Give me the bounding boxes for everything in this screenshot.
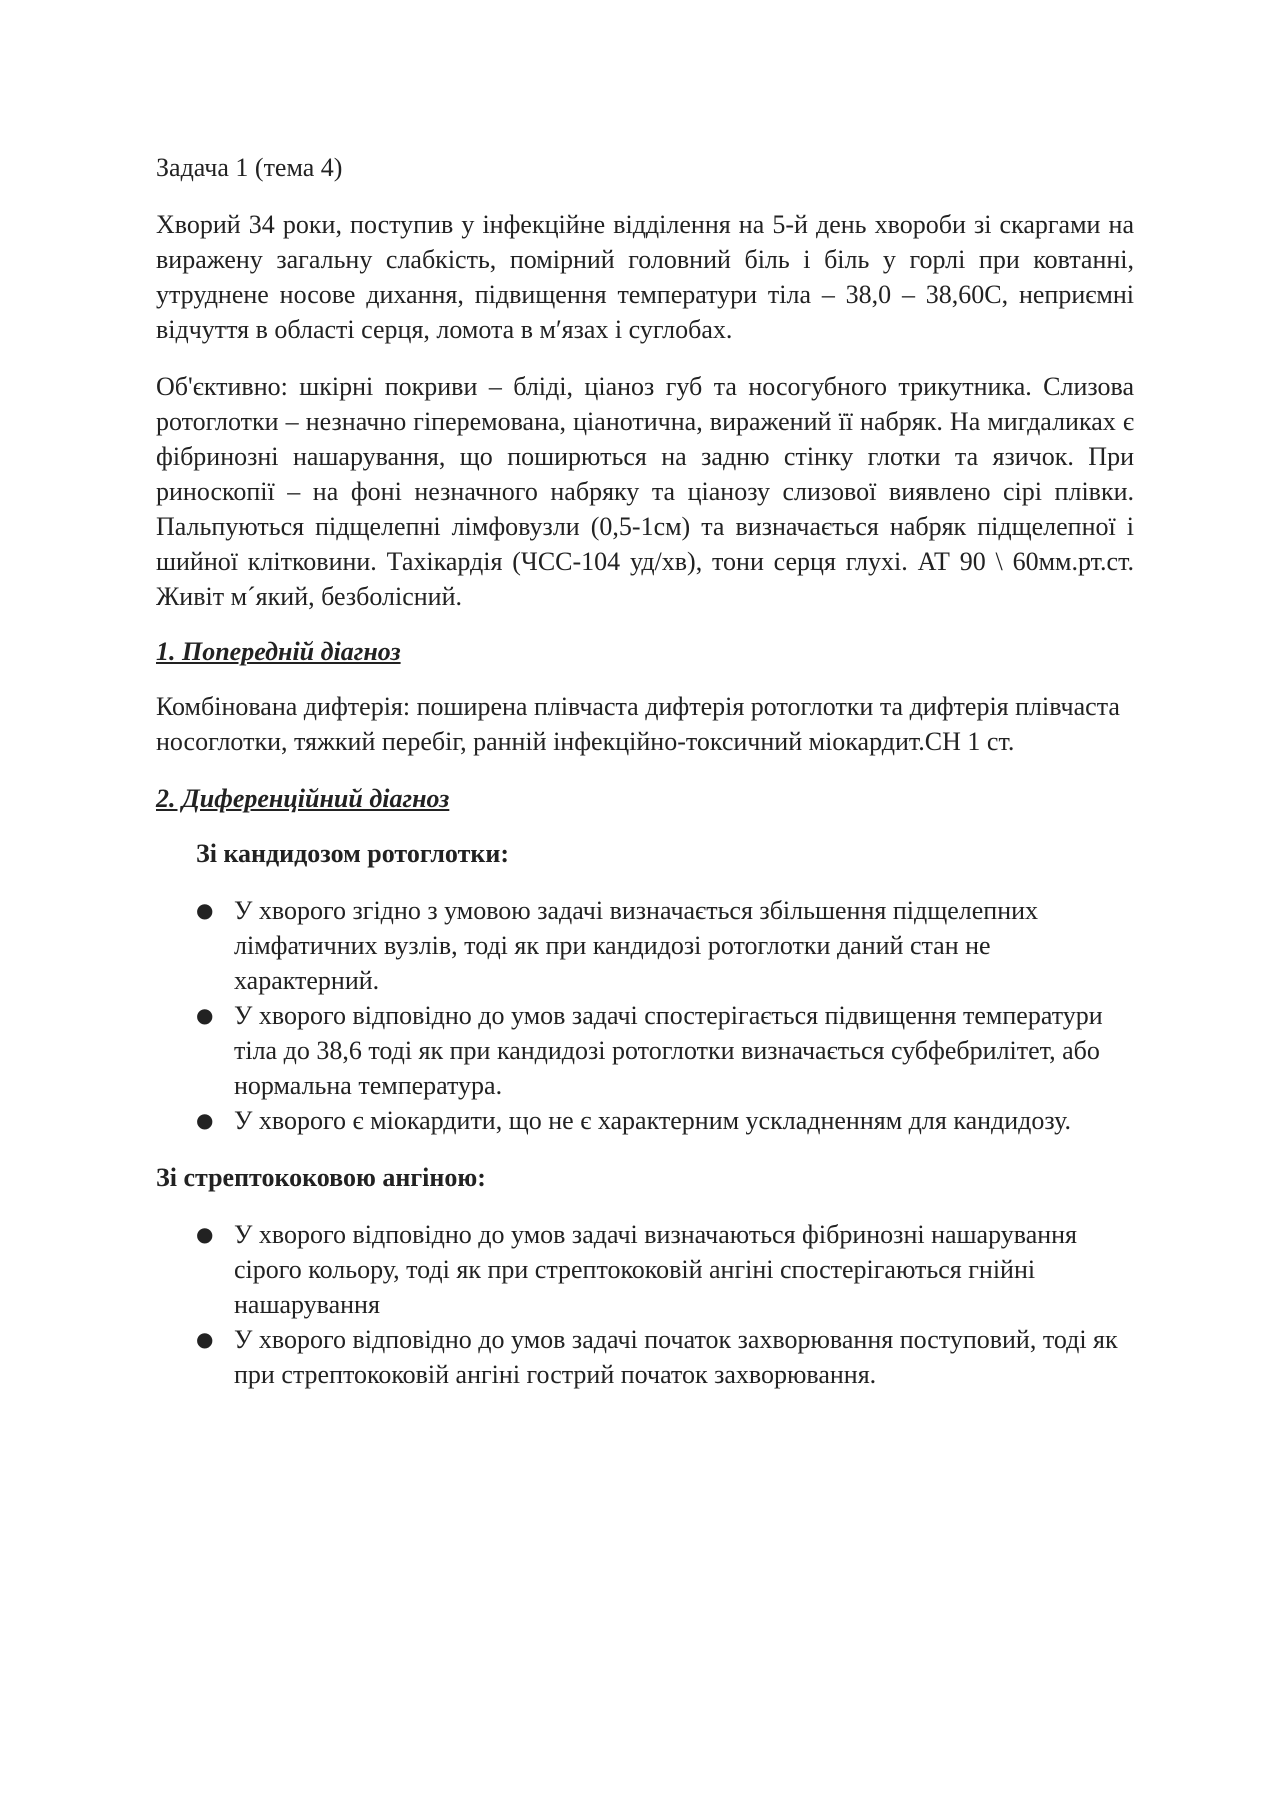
strep-angina-bullet-list bbox=[156, 1217, 1134, 1392]
preliminary-diagnosis-text: Комбінована дифтерія: поширена плівчаста дифтерія ротоглотки та дифтерія плівчаста носоглотки, тяжкий перебіг, ранній інфекційно-токсичний міокардит.СН 1 ст. bbox=[156, 692, 1120, 756]
bullet-icon: ● bbox=[196, 1327, 214, 1351]
list-item bbox=[156, 1322, 1134, 1392]
list-item-text: У хворого відповідно до умов задачі початок захворювання поступовий, тоді як при стрептококовій ангіні гострий початок захворювання. bbox=[234, 1325, 1118, 1389]
candidiasis-bullet-list bbox=[156, 893, 1134, 1138]
bullet-icon: ● bbox=[196, 1003, 214, 1027]
candidiasis-subheading: Зі кандидозом ротоглотки: bbox=[196, 839, 509, 868]
document-page bbox=[156, 150, 1134, 1414]
bullet-icon: ● bbox=[196, 1222, 214, 1246]
bullet-icon: ● bbox=[196, 1108, 214, 1132]
list-item bbox=[156, 1217, 1134, 1322]
task-title: Задача 1 (тема 4) bbox=[156, 153, 343, 182]
list-item bbox=[156, 893, 1134, 998]
list-item-text: У хворого є міокардити, що не є характерним ускладненням для кандидозу. bbox=[234, 1106, 1072, 1135]
list-item bbox=[156, 1103, 1134, 1138]
list-item-text: У хворого відповідно до умов задачі спостерігається підвищення температури тіла до 38,6 тоді як при кандидозі ротоглотки визначається субфебрилітет, або нормальна температура. bbox=[234, 1001, 1103, 1100]
list-item-text: У хворого згідно з умовою задачі визначається збільшення підщелепних лімфатичних вузлів, тоді як при кандидозі ротоглотки даний стан не характерний. bbox=[234, 896, 1039, 995]
list-item bbox=[156, 998, 1134, 1103]
preliminary-diagnosis-heading: 1. Попередній діагноз bbox=[156, 637, 401, 666]
objective-findings-paragraph: Об'єктивно: шкірні покриви – бліді, ціаноз губ та носогубного трикутника. Слизова ротоглотки – незначно гіперемована, ціанотична, виражений її набряк. На мигдаликах є фібринозні нашарування, що поширються на задню стінку глотки та язичок. При риноскопії – на фоні незначного набряку та ціанозу слизової виявлено сірі плівки. Пальпуються підщелепні лімфовузли (0,5-1см) та визначається набряк підщелепної і шийної клітковини. Тахікардія (ЧСС-104 уд/хв), тони серця глухі. АТ 90 \ 60мм.рт.ст. Живіт м´який, безболісний. bbox=[156, 372, 1134, 611]
differential-diagnosis-heading: 2. Диференційний діагноз bbox=[156, 784, 450, 813]
bullet-icon: ● bbox=[196, 898, 214, 922]
strep-angina-subheading: Зі стрептококовою ангіною: bbox=[156, 1163, 486, 1192]
case-intro-paragraph: Хворий 34 роки, поступив у інфекційне відділення на 5-й день хвороби зі скаргами на виражену загальну слабкість, помірний головний біль і біль у горлі при ковтанні, утруднене носове дихання, підвищення температури тіла – 38,0 – 38,60С, неприємні відчуття в області серця, ломота в м′язах і суглобах. bbox=[156, 210, 1134, 344]
list-item-text: У хворого відповідно до умов задачі визначаються фібринозні нашарування сірого кольору, тоді як при стрептококовій ангіні спостерігаються гнійні нашарування bbox=[234, 1220, 1078, 1319]
